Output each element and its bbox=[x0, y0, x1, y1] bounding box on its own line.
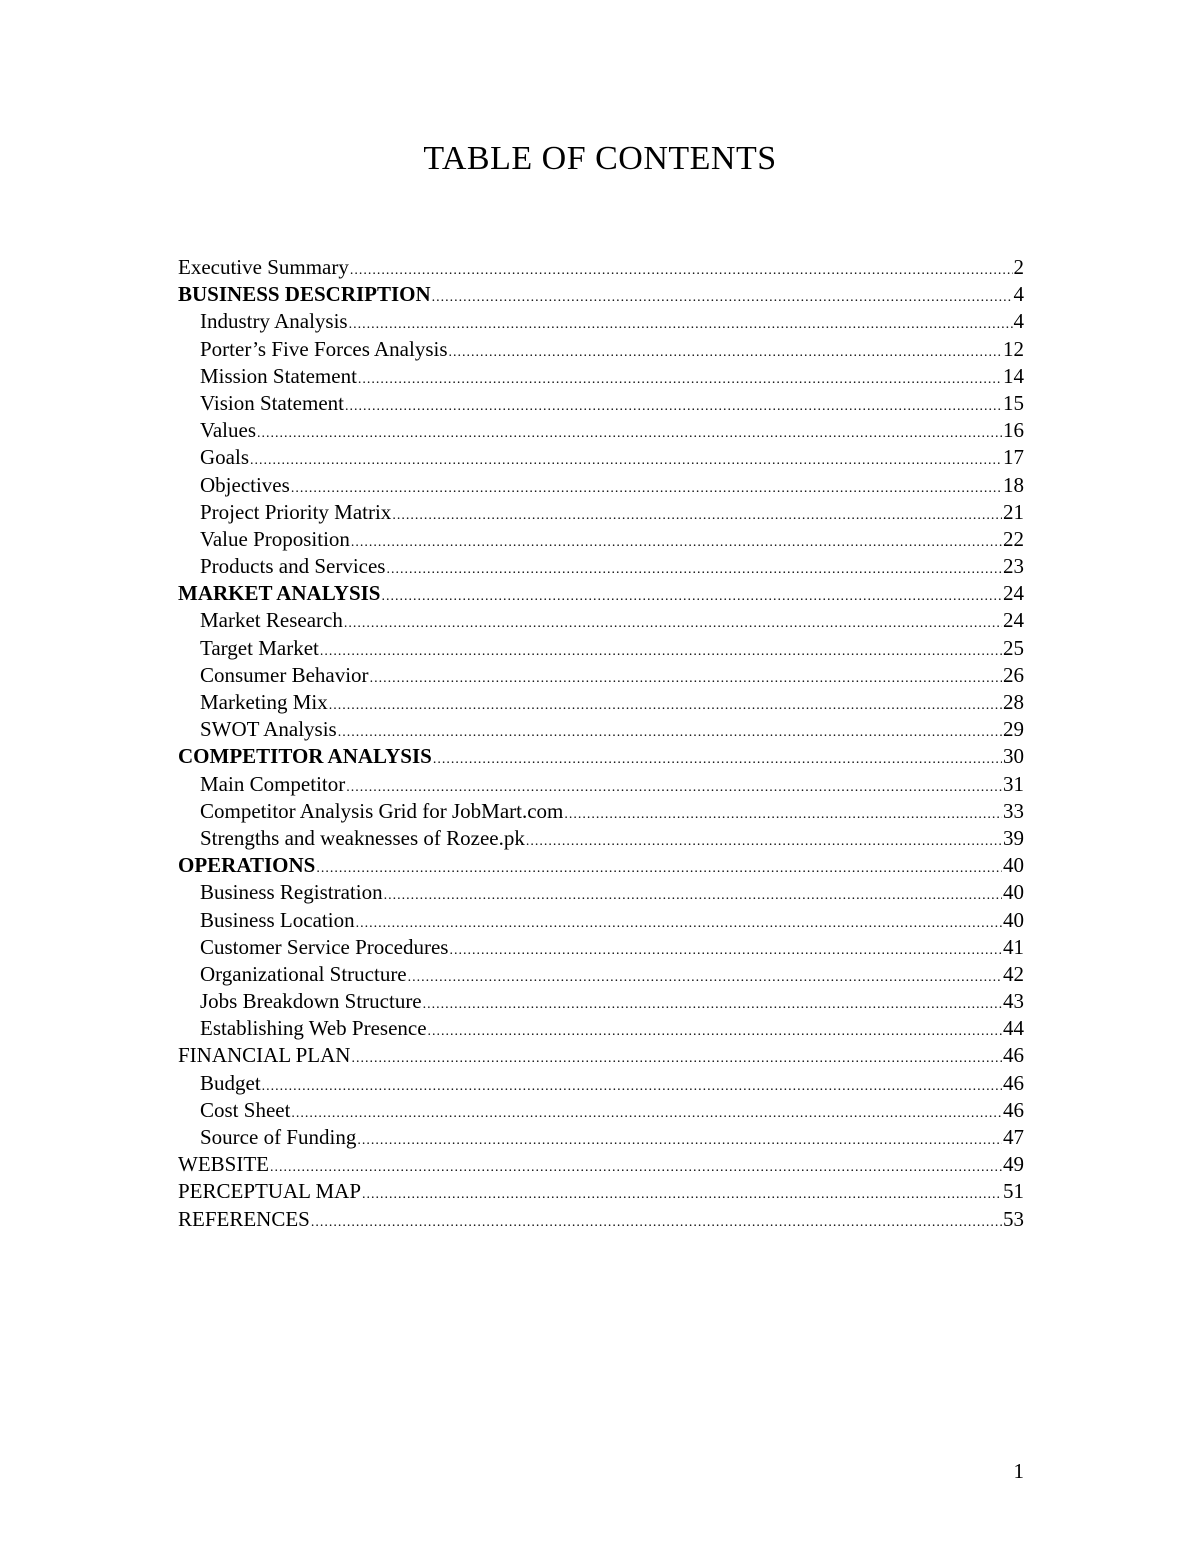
toc-entry-title: Jobs Breakdown Structure bbox=[200, 989, 422, 1014]
dot-leader bbox=[350, 257, 1013, 281]
toc-entry-title: Establishing Web Presence bbox=[200, 1016, 427, 1041]
toc-entry-title: BUSINESS DESCRIPTION bbox=[178, 282, 431, 307]
toc-entry[interactable] bbox=[178, 444, 1024, 471]
dot-leader bbox=[381, 583, 1002, 607]
toc-entry-page-number: 16 bbox=[1003, 418, 1024, 443]
toc-entry-title: Business Location bbox=[200, 907, 355, 932]
dot-leader bbox=[526, 828, 1002, 852]
toc-entry[interactable] bbox=[178, 417, 1024, 444]
toc-entry-title: SWOT Analysis bbox=[200, 717, 337, 742]
toc-entry-title: MARKET ANALYSIS bbox=[178, 581, 381, 606]
toc-entry[interactable] bbox=[178, 716, 1024, 743]
toc-entry[interactable] bbox=[178, 852, 1024, 879]
toc-entry[interactable] bbox=[178, 553, 1024, 580]
toc-entry[interactable] bbox=[178, 907, 1024, 934]
toc-entry-title: OPERATIONS bbox=[178, 853, 316, 878]
dot-leader bbox=[262, 1073, 1002, 1097]
toc-entry[interactable] bbox=[178, 635, 1024, 662]
page-title: TABLE OF CONTENTS bbox=[423, 140, 777, 177]
dot-leader bbox=[346, 774, 1002, 798]
toc-entry-title: Products and Services bbox=[200, 554, 386, 579]
dot-leader bbox=[386, 556, 1002, 580]
toc-entry-page-number: 2 bbox=[1013, 255, 1024, 279]
toc-entry[interactable] bbox=[178, 961, 1024, 988]
toc-entry-page-number: 25 bbox=[1003, 635, 1024, 660]
toc-entry[interactable] bbox=[178, 526, 1024, 553]
dot-leader bbox=[357, 1127, 1002, 1151]
toc-entry[interactable] bbox=[178, 1097, 1024, 1124]
toc-entry[interactable] bbox=[178, 607, 1024, 634]
toc-entry[interactable] bbox=[178, 689, 1024, 716]
toc-entry[interactable] bbox=[178, 988, 1024, 1015]
toc-entry-title: Consumer Behavior bbox=[200, 662, 369, 687]
toc-entry[interactable] bbox=[178, 798, 1024, 825]
toc-entry-title: Value Proposition bbox=[200, 526, 350, 551]
table-of-contents bbox=[178, 254, 1024, 1233]
toc-entry[interactable] bbox=[178, 308, 1024, 335]
dot-leader bbox=[428, 1018, 1002, 1042]
dot-leader bbox=[432, 284, 1013, 308]
toc-entry-title: Competitor Analysis Grid for JobMart.com bbox=[200, 798, 564, 823]
toc-entry-page-number: 22 bbox=[1003, 526, 1024, 551]
toc-entry[interactable] bbox=[178, 499, 1024, 526]
toc-entry[interactable] bbox=[178, 1015, 1024, 1042]
toc-entry-title: Executive Summary bbox=[178, 255, 349, 279]
toc-entry-title: Source of Funding bbox=[200, 1125, 357, 1149]
dot-leader bbox=[370, 665, 1002, 689]
dot-leader bbox=[384, 882, 1002, 906]
dot-leader bbox=[392, 502, 1002, 526]
dot-leader bbox=[362, 1181, 1002, 1205]
dot-leader bbox=[257, 420, 1002, 444]
dot-leader bbox=[433, 746, 1002, 770]
dot-leader bbox=[311, 1209, 1002, 1233]
toc-entry-page-number: 53 bbox=[1003, 1206, 1024, 1231]
toc-entry[interactable] bbox=[178, 254, 1024, 281]
toc-entry-page-number: 17 bbox=[1003, 445, 1024, 470]
toc-entry[interactable] bbox=[178, 1206, 1024, 1233]
toc-entry[interactable] bbox=[178, 1151, 1024, 1178]
dot-leader bbox=[449, 339, 1002, 363]
toc-entry-page-number: 4 bbox=[1013, 309, 1024, 334]
dot-leader bbox=[351, 1045, 1002, 1069]
dot-leader bbox=[316, 855, 1002, 879]
toc-entry-page-number: 33 bbox=[1003, 798, 1024, 823]
toc-entry[interactable] bbox=[178, 825, 1024, 852]
toc-entry-title: REFERENCES bbox=[178, 1206, 310, 1231]
toc-entry-page-number: 23 bbox=[1003, 554, 1024, 579]
dot-leader bbox=[449, 937, 1002, 961]
toc-entry-page-number: 47 bbox=[1003, 1125, 1024, 1149]
toc-entry-title: Mission Statement bbox=[200, 363, 357, 388]
toc-entry-page-number: 24 bbox=[1003, 581, 1024, 606]
toc-entry[interactable] bbox=[178, 934, 1024, 961]
dot-leader bbox=[344, 610, 1002, 634]
toc-entry-page-number: 30 bbox=[1003, 744, 1024, 769]
dot-leader bbox=[291, 475, 1002, 499]
toc-entry-title: Market Research bbox=[200, 608, 343, 633]
toc-entry[interactable] bbox=[178, 1178, 1024, 1205]
toc-entry-page-number: 41 bbox=[1003, 934, 1024, 959]
dot-leader bbox=[329, 692, 1002, 716]
toc-entry-page-number: 26 bbox=[1003, 662, 1024, 687]
toc-entry[interactable] bbox=[178, 1042, 1024, 1069]
dot-leader bbox=[250, 447, 1002, 471]
toc-entry-title: Marketing Mix bbox=[200, 690, 328, 714]
dot-leader bbox=[356, 910, 1002, 934]
toc-entry-title: Strengths and weaknesses of Rozee.pk bbox=[200, 825, 525, 850]
toc-entry-title: Industry Analysis bbox=[200, 309, 348, 334]
toc-entry-page-number: 40 bbox=[1003, 907, 1024, 932]
toc-entry-page-number: 43 bbox=[1003, 989, 1024, 1014]
toc-entry-page-number: 24 bbox=[1003, 608, 1024, 633]
dot-leader bbox=[423, 991, 1002, 1015]
toc-entry[interactable] bbox=[178, 662, 1024, 689]
toc-entry-title: Porter’s Five Forces Analysis bbox=[200, 336, 448, 361]
toc-entry-page-number: 44 bbox=[1003, 1016, 1024, 1041]
toc-entry-title: Main Competitor bbox=[200, 771, 346, 796]
toc-entry-page-number: 18 bbox=[1003, 472, 1024, 497]
dot-leader bbox=[338, 719, 1002, 743]
toc-entry[interactable] bbox=[178, 281, 1024, 308]
toc-entry[interactable] bbox=[178, 879, 1024, 906]
page-number: 1 bbox=[1013, 1459, 1024, 1483]
toc-entry-page-number: 42 bbox=[1003, 961, 1024, 986]
toc-entry-title: Cost Sheet bbox=[200, 1097, 291, 1122]
dot-leader bbox=[564, 801, 1002, 825]
toc-entry-page-number: 12 bbox=[1003, 336, 1024, 361]
toc-entry-page-number: 46 bbox=[1003, 1097, 1024, 1122]
toc-entry-page-number: 51 bbox=[1003, 1179, 1024, 1204]
toc-entry-title: COMPETITOR ANALYSIS bbox=[178, 744, 432, 769]
toc-entry-page-number: 40 bbox=[1003, 853, 1024, 878]
dot-leader bbox=[351, 529, 1002, 553]
toc-entry-page-number: 46 bbox=[1003, 1043, 1024, 1068]
toc-entry-page-number: 49 bbox=[1003, 1152, 1024, 1177]
toc-entry-page-number: 15 bbox=[1003, 390, 1024, 415]
toc-entry[interactable] bbox=[178, 580, 1024, 607]
toc-entry-title: Objectives bbox=[200, 472, 290, 497]
toc-entry[interactable] bbox=[178, 336, 1024, 363]
toc-entry-page-number: 29 bbox=[1003, 717, 1024, 742]
toc-entry-title: Business Registration bbox=[200, 880, 383, 905]
toc-entry-page-number: 40 bbox=[1003, 880, 1024, 905]
toc-entry-title: FINANCIAL PLAN bbox=[178, 1043, 351, 1068]
dot-leader bbox=[345, 393, 1002, 417]
dot-leader bbox=[349, 311, 1013, 335]
toc-entry-title: Goals bbox=[200, 445, 249, 470]
toc-entry[interactable] bbox=[178, 743, 1024, 770]
toc-entry[interactable] bbox=[178, 363, 1024, 390]
toc-entry-title: Values bbox=[200, 418, 256, 443]
toc-entry-page-number: 14 bbox=[1003, 363, 1024, 388]
toc-entry-title: WEBSITE bbox=[178, 1152, 269, 1177]
toc-entry[interactable] bbox=[178, 472, 1024, 499]
toc-entry-title: Target Market bbox=[200, 635, 319, 660]
toc-entry-page-number: 46 bbox=[1003, 1070, 1024, 1095]
toc-entry-title: Project Priority Matrix bbox=[200, 499, 392, 524]
toc-entry-page-number: 28 bbox=[1003, 690, 1024, 714]
dot-leader bbox=[320, 638, 1002, 662]
toc-entry[interactable] bbox=[178, 771, 1024, 798]
toc-entry-page-number: 39 bbox=[1003, 825, 1024, 850]
toc-entry-title: PERCEPTUAL MAP bbox=[178, 1179, 362, 1204]
dot-leader bbox=[358, 366, 1002, 390]
toc-entry-page-number: 4 bbox=[1013, 282, 1024, 307]
dot-leader bbox=[291, 1100, 1002, 1124]
dot-leader bbox=[408, 964, 1002, 988]
toc-entry-title: Vision Statement bbox=[200, 390, 344, 415]
toc-entry[interactable] bbox=[178, 390, 1024, 417]
toc-entry-title: Organizational Structure bbox=[200, 961, 407, 986]
toc-entry-page-number: 31 bbox=[1003, 771, 1024, 796]
toc-entry[interactable] bbox=[178, 1124, 1024, 1151]
toc-entry-title: Budget bbox=[200, 1070, 261, 1095]
toc-entry-title: Customer Service Procedures bbox=[200, 934, 449, 959]
toc-entry[interactable] bbox=[178, 1070, 1024, 1097]
dot-leader bbox=[270, 1154, 1002, 1178]
toc-entry-page-number: 21 bbox=[1003, 499, 1024, 524]
